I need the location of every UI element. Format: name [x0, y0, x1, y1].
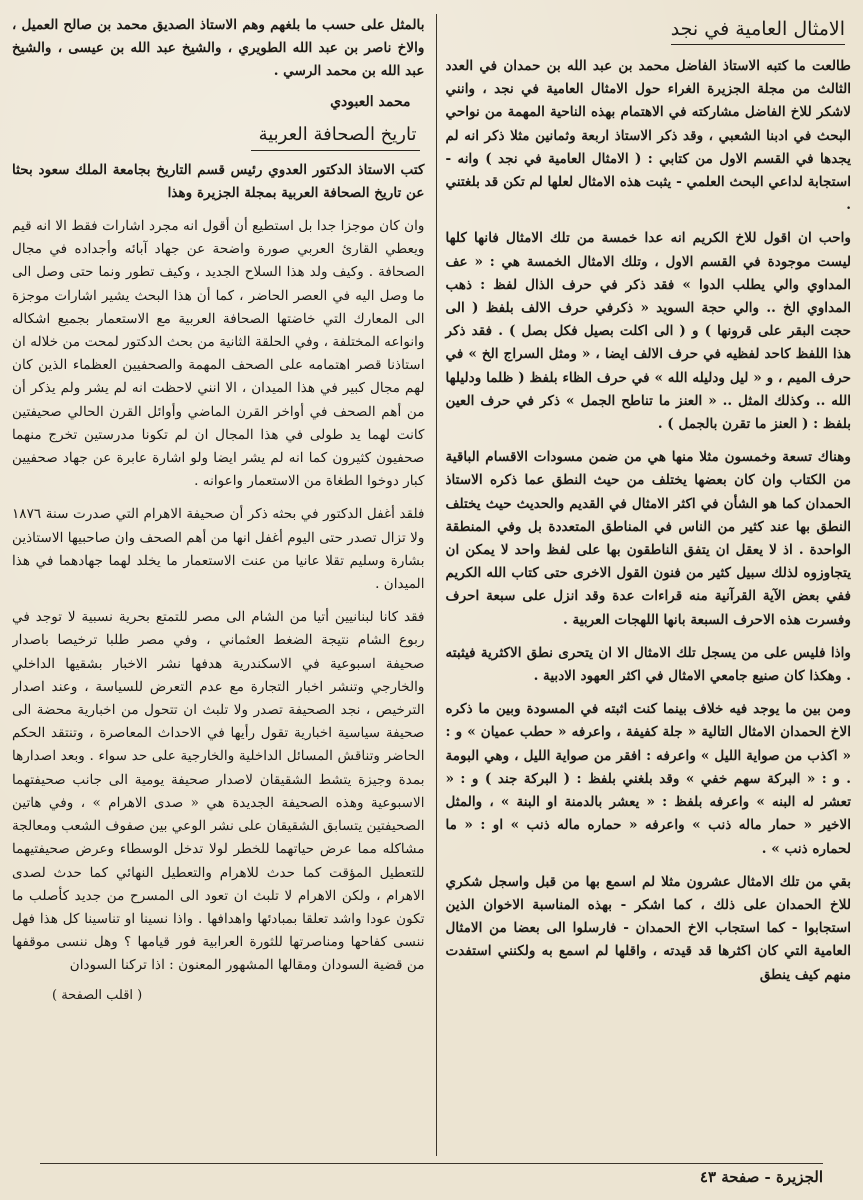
left-column — [12, 14, 426, 1156]
article-paragraph: فلقد أغفل الدكتور في بحثه ذكر أن صحيفة الاهرام التي صدرت سنة ١٨٧٦ ولا تزال تصدر حتى اليوم أغفل انها من أهم الصحف وان صاحبيها الاستاذين بشارة وسليم تقلا عانيا من عنت الاستعمار ما يخلد لهما جهادهما في هذا الميدان . — [12, 506, 425, 593]
right-column — [436, 14, 851, 1156]
article-paragraph: فقد كانا لبنانيين أتيا من الشام الى مصر للتمتع بحرية نسبية لا توجد في ربوع الشام نتيجة الضغط العثماني ، وفي مصر طلبا ترخيصا باصدار صحيفة اسبوعية في الاسكندرية هدفها نشر الاخبار بشقيها الداخلي والخارجي وتنشر اخبار التجارة مع عدم التعرض للسياسة ، وعند اصدار الترخيص ، نجد الصحيفة تصدر ولا تلبث ان تتحول من اخبارية محضة الى صحيفة سياسية اخبارية تقول رأيها في الاحداث المعاصرة ، وتنتقد الحكم الحاضر وتناقش المسائل الداخلية والخارجية على حد سواء . وبعد اصدارها بمدة وجيزة يتشط الشقيقان لاصدار صحيفة يومية الى جانب صحيفتهما الاسبوعية وهذه الصحيفة الجديدة هي « صدى الاهرام » ، وفي هاتين الصحيفتين يتسابق الشقيقان على نشر الوعي بين صفوف الشعب ومعالجة مشاكله مما عرض حياتهما للخطر لولا تدخل الوسطاء وعرض صحيفتيهما للتعطيل المؤقت كما حدث للاهرام والتعطيل النهائي كما حدث لصدى الاهرام ، ولكن الاهرام لا تلبث ان تعود الى المسرح من جديد كأصلب ما تكون عودا واشد تعلقا بمبادئها واهدافها . واذا نسينا او تناسينا كل هذا فهل ننسى كفاحها ومناصرتها للثورة العرابية فور قيامها ؟ وهل ننسى موقفها من قضية السودان ومقالها المشهور المعنون : اذا تركنا السودان — [12, 609, 425, 974]
article-paragraph: بقي من تلك الامثال عشرون مثلا لم اسمع بها من قبل واسجل شكري للاخ الحمدان على ذلك ، كما اشكر - بهذه المناسبة الاخوان الذين استجابوا - كما استجاب الاخ الحمدان - فارسلوا الى بعضا من الامثال العامية التي كان اكثرها قد قيدته ، واقلها لم اسمع به ولكنني استفدت منهم كيف ينطق — [445, 873, 851, 983]
columns — [12, 14, 851, 1156]
continuation-paragraph: بالمثل على حسب ما بلغهم وهم الاستاذ الصديق محمد بن صالح العميل ، والاخ ناصر بن عبد الله الطويري ، والشيخ عبد الله بن عيسى ، والشيخ عبد الله بن محمد الرسي . — [12, 17, 425, 80]
section-title: تاريخ الصحافة العربية — [251, 122, 421, 151]
footer-page-number: الجزيرة - صفحة ٤٣ — [699, 1168, 823, 1186]
article-paragraph: ومن بين ما يوجد فيه خلاف بينما كنت اثبته في المسودة وبين ما ذكره الاخ الحمدان الامثال التالية « جلة كفيفة ، واعرفه « حطب عميان » و : « اكذب من صواية الليل » واعرفه : افقر من صواية الليل ، وهي البومة . و : « البركة سهم خفي » وقد بلغني بلفظ : ( البركة جند ) و : « تعشر له البنه » واعرفه بلفظ : « يعشر بالدمنة او البنة » ، والمثل الاخير « حمار ماله ذنب » واعرفه « حماره ماله ذنب » او : « ما لحماره ذنب » . — [445, 701, 851, 857]
article-paragraph: وان كان موجزا جدا بل استطيع أن أقول انه مجرد اشارات فقط الا انه قيم ويعطي القارئ العربي صورة واضحة عن جهاد آبائه وأجداده في مجال الصحافة . وكيف ولد هذا السلاح الجديد ، وكيف تطور ونما حتى وصل الى ما وصل اليه في العصر الحاضر ، كما أن هذا البحث يشير اشارات موجزة الى المعارك التي خاضتها الصحافة العربية مع الاستعمار بجميع اشكاله وانواعه المختلفة ، وفي الحلقة الثانية من بحث الدكتور لمحت من خلاله ان استاذنا قصر اهتمامه على الصحف المهمة والصحفيين العظماء الذين كان لهم مجال كبير في هذا الميدان ، الا انني لاحظت انه لم يشر ولم يذكر أن من أهم الصحف في أواخر القرن الماضي وأوائل القرن الحالي صحيفتين كانت لهما يد طولى في هذا المجال ان لم تكونا مدرستين تخرج منهما صحفيون كثيرون كما انه لم يشر ايضا ولو اشارة عابرة عن جهاد صحفيين كبار دوخوا الطغاة من الاستعمار واعوانه . — [12, 218, 425, 490]
article-paragraph: كتب الاستاذ الدكتور العدوي رئيس قسم التاريخ بجامعة الملك سعود بحثا عن تاريخ الصحافة العربية بمجلة الجزيرة وهذا — [12, 161, 425, 201]
article-paragraph: واحب ان اقول للاخ الكريم انه عدا خمسة من تلك الامثال فانها كلها ليست موجودة في القسم الاول ، وتلك الامثال الخمسة هي : « عف المداوي والي يطلب الدوا » فقد ذكر في حرف الذال لفظ : ذهب المداوي الخ .. والي حجة السويد « ذكرفي حرف الالف بلفظ ( الى حجت البقر على قرونها ) و ( الى اكلت بصيل فكل بصل ) . فقد ذكر هذا اللفظ كاحد لفظيه في حرف الالف ايضا ، « ومثل السراج الخ » في حرف الميم ، و « ليل ودليله الله » في حرف الظاء بلفظ ( ظلما ودليلها الله .. وكذلك المثل .. « العنز ما تناطح الجمل » ذكر في حرف العين بلفظ : ( العنز ما تقرن بالجمل ) . — [445, 230, 851, 433]
author-signature: محمد العبودي — [330, 93, 411, 110]
continued-note: ( اقلب الصفحة ) — [52, 987, 143, 1003]
article-paragraph: طالعت ما كتبه الاستاذ الفاضل محمد بن عبد الله بن حمدان في العدد الثالث من مجلة الجزيرة الغراء حول الامثال العامية في نجد ، وانني لاشكر للاخ الفاضل مشاركته في الاهتمام بهذه الناحية المهمة من نواحي البحث في ادبنا الشعبي ، وقد ذكر الاستاذ اربعة وثمانين مثلا ذكر انه لم يجدها في القسم الاول من كتابي : ( الامثال العامية في نجد ) وانه - استجابة لداعي البحث العلمي - يثبت هذه الامثال لعلها لم تكن قد بلغتني . — [445, 58, 851, 214]
article-paragraph: واذا فليس على من يسجل تلك الامثال الا ان يتحرى نطق الاكثرية فيثبته . وهكذا كان صنيع جامعي الامثال في اكثر العهود الادبية . — [445, 644, 851, 685]
article-paragraph: وهناك تسعة وخمسون مثلا منها هي من ضمن مسودات الاقسام الباقية من الكتاب وان كان بعضها يختلف من حيث النطق عما ذكره الاستاذ الحمدان كما هو الشأن في اكثر الامثال في القديم والحديث حيث يختلف النطق بها عند كثير من الناس في المناطق المتعددة بل وفي المنطقة الواحدة . اذ لا يعقل ان يتفق الناطقون بها على لفظ واحد لا يمكن ان يتجاوزوه لذلك سبيل كثير من فنون القول الاخرى حتى كتاب الله الكريم ففي بعض الآية القرآنية منه قراءات عدة وقد انزل على سبعة احرف وفسرت هذه الاحرف السبعة بانها اللهجات العربية . — [445, 449, 851, 628]
page-footer — [40, 1163, 823, 1190]
headline: الامثال العامية في نجد — [671, 16, 845, 45]
section-title-wrap — [12, 122, 424, 151]
